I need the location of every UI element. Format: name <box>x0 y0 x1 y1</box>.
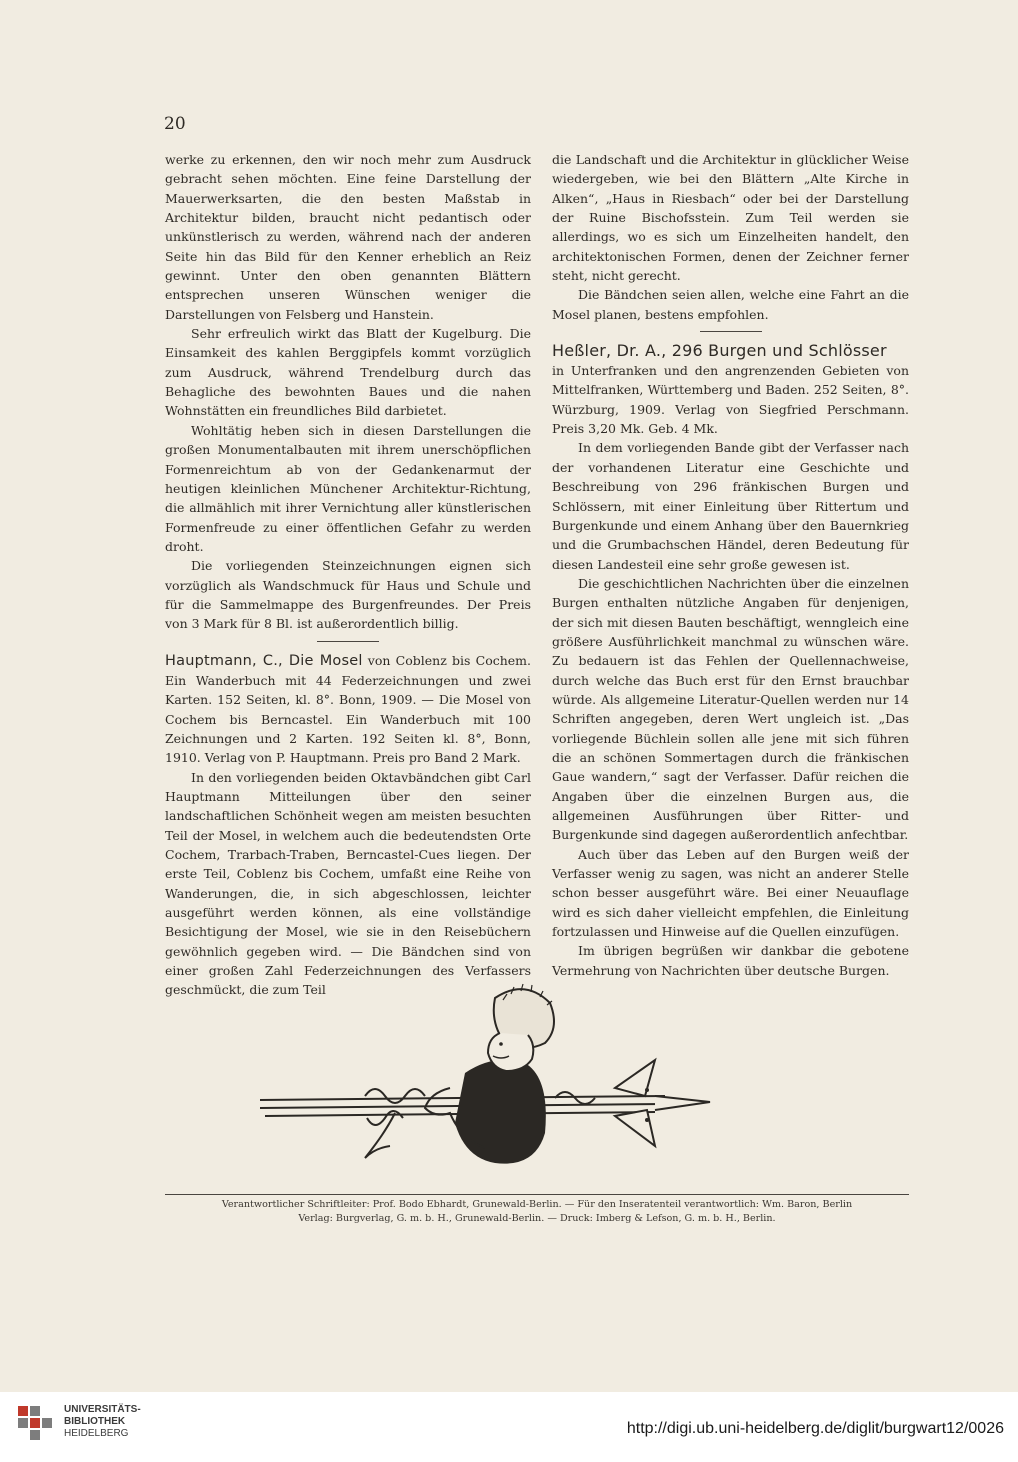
library-name-line-1: UNIVERSITÄTS- <box>64 1404 141 1415</box>
right-paragraph-2: Die Bändchen seien allen, welche eine Fahrt an die Mosel planen, bestens empfohlen. <box>552 287 909 322</box>
review-heading-hessler: Heßler, Dr. A., 296 Burgen und Schlösser <box>552 341 887 361</box>
right-paragraph-1: die Landschaft und die Architektur in glücklicher Weise wiedergeben, wie bei den Blättern „Alte Kirche in Alken“, „Haus in Riesbach“ oder bei der Darstellung der Ruine Bischofsstein. Zum Teil werden sie allerdings, wo es sich um Einzelheiten handelt, den architektonischen Formen, denen der Zeichner ferner steht, nicht gerecht. <box>552 152 909 284</box>
halberdier-illustration <box>255 978 715 1188</box>
review-bibliography-hauptmann: von Coblenz bis Cochem. Ein Wanderbuch mit 44 Federzeichnungen und zwei Karten. 152 Seiten, kl. 8°. Bonn, 1909. — Die Mosel von Cochem bis Berncastel. Ein Wanderbuch mit 100 Zeichnungen und 2 Karten. 192 Seiten kl. 8°, Bonn, 1910. Verlag von P. Hauptmann. Preis pro Band 2 Mark. <box>165 652 531 766</box>
right-paragraph-6: Im übrigen begrüßen wir dankbar die gebotene Vermehrung von Nachrichten über deutsche Burgen. <box>552 943 909 978</box>
left-paragraph-2: Sehr erfreulich wirkt das Blatt der Kugelburg. Die Einsamkeit des kahlen Berggipfels kommt vorzüglich zum Ausdruck, während Trendelburg durch das Behagliche des bewohnten Baues und die nahen Wohnstätten ein freundliches Bild darbietet. <box>165 326 531 419</box>
left-paragraph-4: Die vorliegenden Steinzeichnungen eignen sich vorzüglich als Wandschmuck für Haus und Schule und für die Sammelmappe des Burgenfreundes. Der Preis von 3 Mark für 8 Bl. ist außerordentlich billig. <box>165 558 531 632</box>
library-logo[interactable] <box>14 1402 154 1452</box>
document-url[interactable]: http://digi.ub.uni-heidelberg.de/diglit/burgwart12/0026 <box>626 1420 1004 1437</box>
imprint-footer <box>165 1194 909 1226</box>
left-paragraph-5: In den vorliegenden beiden Oktavbändchen gibt Carl Hauptmann Mitteilungen über den seiner landschaftlichen Schönheit wegen am meisten besuchten Teil der Mosel, in welchem auch die bedeutendsten Orte Cochem, Trarbach-Traben, Berncastel-Cues liegen. Der erste Teil, Coblenz bis Cochem, umfaßt eine Reihe von Wanderungen, die, in sich abgeschlossen, leichter ausgeführt werden können, als eine vollständige Besichtigung der Mosel, wie sie in den Reisebüchern gewöhnlich gegeben wird. — Die Bändchen sind von einer großen Zahl Federzeichnungen des Verfassers geschmückt, die zum Teil <box>165 769 531 998</box>
left-paragraph-1: werke zu erkennen, den wir noch mehr zum Ausdruck gebracht sehen möchten. Eine feine Darstellung der Mauerwerksarten, die den besten Maßstab in Architektur bilden, braucht nicht pedantisch oder unkünstlerisch zu werden, während nach der anderen Seite hin das Bild für den Kenner erheblich an Reiz gewinnt. Unter den oben genannten Blättern entsprechen unseren Wünschen weniger die Darstellungen von Felsberg und Hanstein. <box>165 152 531 322</box>
review-heading-hauptmann: Hauptmann, C., Die Mosel <box>165 652 363 669</box>
page-number: 20 <box>164 114 186 134</box>
right-paragraph-5: Auch über das Leben auf den Burgen weiß der Verfasser wenig zu sagen, was nicht an anderer Stelle schon besser ausgeführt wäre. Bei einer Neuauflage wird es sich daher vielleicht empfehlen, die Einleitung fortzulassen und Hinweise auf die Quellen einzufügen. <box>552 846 909 940</box>
left-column <box>165 150 531 1000</box>
imprint-line-2: Verlag: Burgverlag, G. m. b. H., Grunewald-Berlin. — Druck: Imberg & Lefson, G. m. b. H., Berlin. <box>298 1213 776 1224</box>
left-paragraph-3: Wohltätig heben sich in diesen Darstellungen die großen Monumentalbauten mit ihrem unerschöpflichen Formenreichtum ab von der Gedankenarmut der heutigen kleinlichen Münchener Architektur-Richtung, die allmählich mit ihrer Vernichtung aller künstlerischen Formenfreude zu einer öffentlichen Gefahr zu werden droht. <box>165 422 531 554</box>
section-divider <box>317 641 379 642</box>
review-entry-hauptmann <box>165 651 531 768</box>
right-paragraph-3: In dem vorliegenden Bande gibt der Verfasser nach der vorhandenen Literatur eine Geschichte und Beschreibung von 296 fränkischen Burgen und Schlössern, mit einer Einleitung über Rittertum und Burgenkunde und einem Anhang über den Bauernkrieg und die Grumbachschen Händel, deren Bedeutung für diesen Landesteil eine sehr große gewesen ist. <box>552 440 909 572</box>
library-name-line-2: BIBLIOTHEK <box>64 1416 126 1427</box>
library-name-line-3: HEIDELBERG <box>64 1428 129 1439</box>
right-column <box>552 150 909 980</box>
review-bibliography-hessler: in Unterfranken und den angrenzenden Gebieten von Mittelfranken, Württemberg und Baden. 252 Seiten, 8°. Würzburg, 1909. Verlag von Siegfried Perschmann. Preis 3,20 Mk. Geb. 4 Mk. <box>552 363 909 437</box>
imprint-line-1: Verantwortlicher Schriftleiter: Prof. Bodo Ebhardt, Grunewald-Berlin. — Für den Inseratenteil verantwortlich: Wm. Baron, Berlin <box>221 1199 853 1210</box>
right-paragraph-4: Die geschichtlichen Nachrichten über die einzelnen Burgen enthalten nützliche Angaben für denjenigen, der sich mit diesen Bauten beschäftigt, wenngleich eine größere Ausführlichkeit manchmal zu wünschen wäre. Zu bedauern ist das Fehlen der Quellennachweise, durch welche das Buch erst für den Ernst brauchbar würde. Als allgemeine Literatur-Quellen werden nur 14 Schriften angegeben, deren Wert ungleich ist. „Das vorliegende Büchlein sollen alle jene mit sich führen die an schönen Sommertagen durch die fränkischen Gaue wandern,“ sagt der Verfasser. Dafür reichen die Angaben über die einzelnen Burgen aus, die allgemeinen Ausführungen über Ritter- und Burgenkunde sind dagegen außerordentlich anfechtbar. <box>552 575 909 843</box>
library-logo-icon <box>14 1402 58 1446</box>
section-divider <box>700 331 762 332</box>
